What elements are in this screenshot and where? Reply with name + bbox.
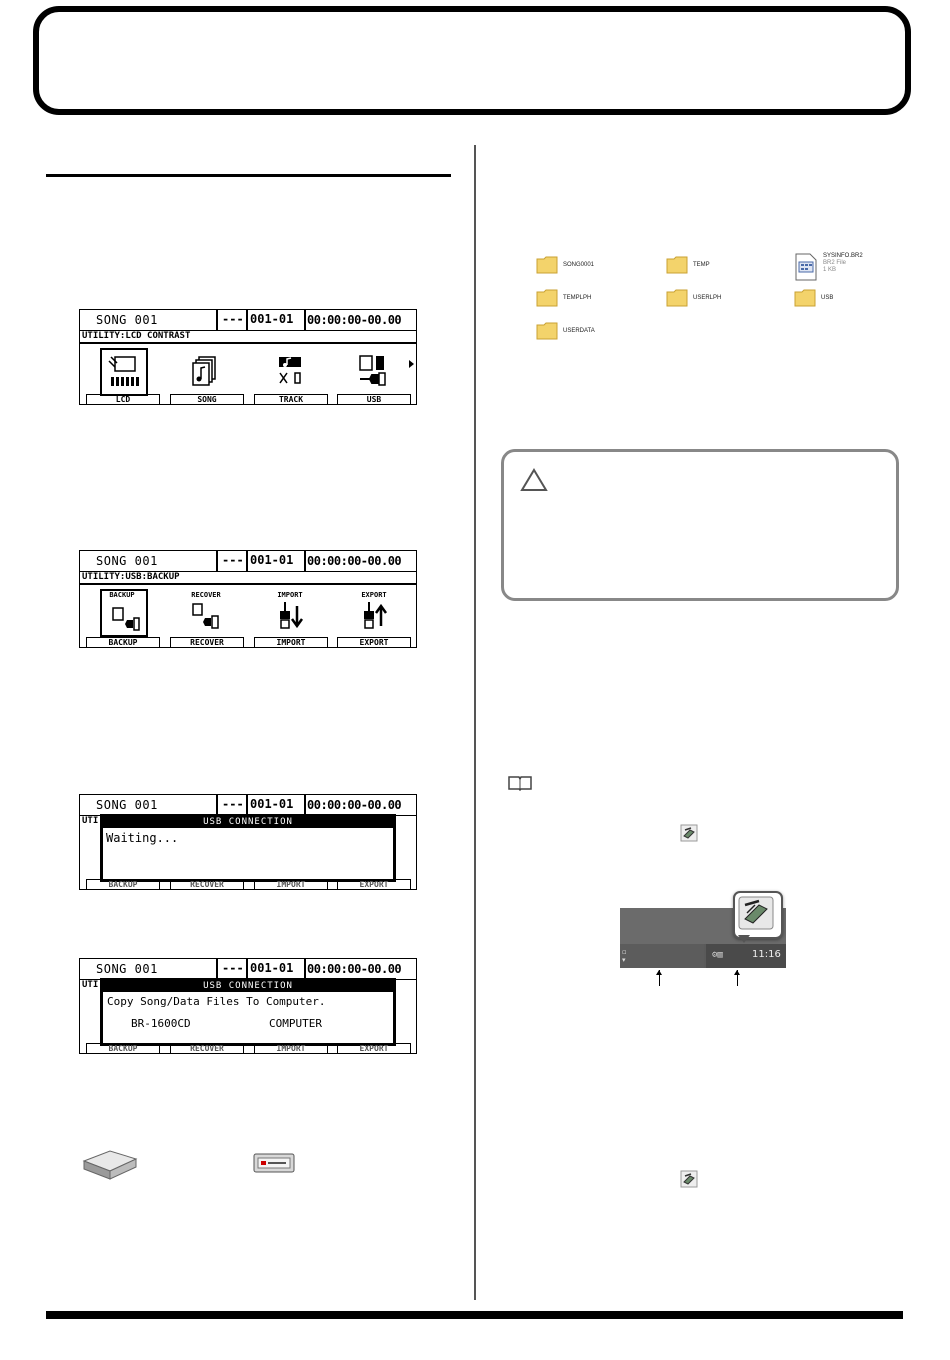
safely-remove-hardware-icon [680,824,698,846]
breadcrumb: UTILITY:LCD CONTRAST [82,331,191,341]
folder-icon [536,288,558,308]
folder-item[interactable]: TEMP [666,255,710,275]
key-import: IMPORT [254,1043,328,1053]
lcd-status-bar [80,551,416,572]
usb-connection-dialog [100,814,396,882]
folder-item[interactable]: USERDATA [536,321,595,341]
breadcrumb: UTI [82,816,99,826]
magnified-tray-icon [733,891,783,939]
file-explorer-view [536,253,866,348]
callout-pointer [738,935,750,943]
time-readout: 00:00:00-00.00 [307,313,402,327]
usb-connection-dialog [100,978,396,1046]
folder-icon [666,288,688,308]
footer-rule [46,1311,903,1319]
folder-item[interactable]: USB [794,288,833,308]
key-backup: BACKUP [86,879,160,889]
key-song[interactable]: SONG [170,394,244,404]
measure-readout: 001-01 [250,797,294,811]
folder-item[interactable]: TEMPLPH [536,288,591,308]
computer-label: COMPUTER [269,1017,322,1030]
waiting-message: Waiting... [106,831,179,845]
function-keys [80,636,416,647]
import-icon[interactable] [268,593,312,637]
measure-readout: 001-01 [250,312,294,326]
lcd-status-bar [80,959,416,980]
function-keys [80,878,416,889]
section-rule [46,174,451,177]
folder-icon [536,321,558,341]
key-export: EXPORT [337,1043,411,1053]
key-recover: RECOVER [170,1043,244,1053]
breadcrumb: UTILITY:USB:BACKUP [82,572,180,582]
scroll-right-arrow-icon [409,360,414,368]
chapter-header-box [33,6,911,115]
song-name: SONG 001 [96,313,158,327]
folder-icon [666,255,688,275]
key-lcd[interactable]: LCD [86,394,160,404]
song-icon[interactable] [184,348,228,392]
folder-icon [536,255,558,275]
caution-box [501,449,899,601]
recover-icon[interactable] [184,593,228,637]
lcd-screen-utility [79,309,417,405]
file-icon [794,253,818,281]
track-icon[interactable] [268,348,312,392]
dash-indicator: --- [222,961,244,975]
key-import: IMPORT [254,879,328,889]
measure-readout: 001-01 [250,961,294,975]
usb-icon[interactable] [352,348,396,392]
measure-readout: 001-01 [250,553,294,567]
reference-book-icon [507,775,533,795]
song-name: SONG 001 [96,554,158,568]
lcd-screen-usb [79,550,417,648]
export-icon-label: EXPORT [361,591,387,599]
function-keys [80,393,416,404]
recover-icon-label: RECOVER [191,591,221,599]
key-track[interactable]: TRACK [254,394,328,404]
dialog-title: USB CONNECTION [103,981,393,992]
key-recover: RECOVER [170,879,244,889]
key-usb[interactable]: USB [337,394,411,404]
function-keys [80,1042,416,1053]
column-divider [474,145,476,1300]
arrow-head-icon [656,970,662,975]
song-name: SONG 001 [96,798,158,812]
lcd-contrast-icon[interactable] [100,348,148,396]
breadcrumb: UTI [82,980,99,990]
key-backup: BACKUP [86,1043,160,1053]
windows-taskbar: ▫ ▾ ⚙▥ 11:16 [620,908,786,968]
key-import[interactable]: IMPORT [254,637,328,647]
clock: 11:16 [752,949,781,960]
key-recover[interactable]: RECOVER [170,637,244,647]
folder-item[interactable]: SONG0001 [536,255,594,275]
time-readout: 00:00:00-00.00 [307,962,402,976]
import-icon-label: IMPORT [277,591,303,599]
time-readout: 00:00:00-00.00 [307,554,402,568]
lcd-screen-usb-copy [79,958,417,1054]
lcd-screen-usb-waiting [79,794,417,890]
dash-indicator: --- [222,553,244,567]
time-readout: 00:00:00-00.00 [307,798,402,812]
device-label: BR-1600CD [131,1017,191,1030]
lcd-status-bar [80,310,416,331]
key-export: EXPORT [337,879,411,889]
arrow-head-icon [734,970,740,975]
system-tray [706,944,786,968]
dialog-title: USB CONNECTION [103,817,393,828]
removable-disk-icon [80,1145,138,1185]
folder-item[interactable]: USERLPH [666,288,721,308]
file-item[interactable]: SYSINFO.BR2 BR2 File 1 KB [794,253,863,281]
key-backup[interactable]: BACKUP [86,637,160,647]
export-icon[interactable] [352,593,396,637]
dash-indicator: --- [222,797,244,811]
hardware-device-icon [252,1150,296,1180]
safely-remove-hardware-icon [735,893,777,933]
dash-indicator: --- [222,312,244,326]
lcd-status-bar [80,795,416,816]
backup-icon-label: BACKUP [109,591,135,599]
safely-remove-hardware-icon [680,1170,698,1192]
warning-icon [520,468,548,492]
key-export[interactable]: EXPORT [337,637,411,647]
song-name: SONG 001 [96,962,158,976]
copy-message: Copy Song/Data Files To Computer. [107,995,326,1008]
tray-icons[interactable]: ⚙▥ [712,950,723,960]
folder-icon [794,288,816,308]
